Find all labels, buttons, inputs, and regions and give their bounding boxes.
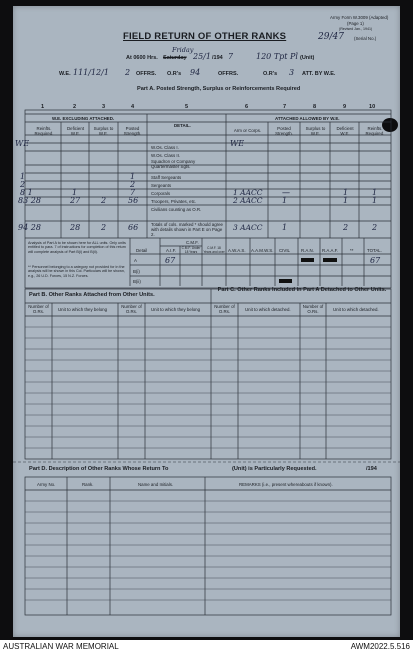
part-b-col: Unit to which they belong <box>58 307 108 312</box>
col-number: 6 <box>245 104 249 110</box>
unit-label: (Unit) <box>300 55 315 61</box>
part-c-col: Number of O.Rs. <box>214 304 235 314</box>
cell-value: 8 1 <box>20 188 33 197</box>
att-label: ATT. BY W.E. <box>302 71 336 77</box>
year-written: 7 <box>228 52 234 61</box>
cell-value: 3 AACC <box>233 223 263 232</box>
page-reference: (Page 1) <box>347 21 364 26</box>
analysis-col: A.A.M.W.S. <box>251 248 274 253</box>
part-b-col: Number of O.Rs. <box>28 304 49 314</box>
analysis-col: ** <box>350 248 354 253</box>
col-number: 7 <box>283 104 287 110</box>
archive-id: AWM2022.5.516 <box>350 642 410 651</box>
cell-value: 27 <box>70 196 81 205</box>
cell-value: 66 <box>128 223 139 232</box>
detail-civilians: Civilians counting as O.R. <box>151 207 202 212</box>
ors-value: 94 <box>190 68 201 77</box>
cell-value: WE <box>15 139 30 148</box>
cell-value: 2 <box>343 223 349 232</box>
analysis-col: Detail <box>136 248 148 253</box>
cell-value: 2 <box>101 196 107 205</box>
col-header: Posted Strength. <box>123 126 142 136</box>
we-excluding-header: W.E. EXCLUDING ATTACHED. <box>52 116 115 121</box>
serial-label: (Serial No.) <box>354 36 377 41</box>
cell-value: — <box>282 188 290 197</box>
part-d-title: Part D. Description of Other Ranks Whose Return To <box>29 466 169 472</box>
ors-attached-value: 3 <box>289 68 295 77</box>
col-header: Deficient W.E. <box>66 126 85 136</box>
analysis-footnote: ** Personnel belonging to a category not provided for in the analysis will be shown in this Col. Particulars will be shown, e.g., 26 U.D. Forces, 15 N.Z. Forces. <box>28 265 125 278</box>
detail-privates: Troopers, Privates, etc. <box>151 199 197 204</box>
day-written: Friday <box>172 46 194 54</box>
cell-value: 2 <box>101 223 107 232</box>
col-number: 9 <box>343 104 347 110</box>
offrs-attached-label: OFFRS. <box>218 71 239 77</box>
archive-name: AUSTRALIAN WAR MEMORIAL <box>3 642 119 651</box>
detail-staff-sgts: Staff Sergeants <box>151 175 182 180</box>
col-header: Surplus to W.E. <box>305 126 326 136</box>
archive-footer <box>0 640 413 653</box>
cell-value: 1 <box>343 196 349 205</box>
form-title: FIELD RETURN OF OTHER RANKS <box>123 31 287 42</box>
analysis-col: R.A.A.F. <box>322 248 339 253</box>
part-d-col: Name and Initials. <box>138 482 174 487</box>
revision-note: (Revised Jan., 1941) <box>339 27 373 31</box>
col-header: Deficient W.E. <box>336 126 354 136</box>
analysis-col: A.I.F. <box>166 248 177 253</box>
detail-header: DETAIL. <box>174 123 191 128</box>
col-header: Reinfts. Required. <box>365 126 385 136</box>
part-d-col: Rank. <box>82 482 94 487</box>
we-value: 111/12/1 <box>73 68 109 77</box>
col-header: Surplus to W.E. <box>93 126 114 136</box>
cell-value: 7 <box>130 188 136 197</box>
ors-attached-label: O.R's <box>263 71 278 77</box>
analysis-col: TOTAL. <box>367 248 382 253</box>
part-b-col: Number of O.Rs. <box>121 304 142 314</box>
part-c-col: Number of O.Rs. <box>302 304 324 314</box>
col-number: 3 <box>102 104 106 110</box>
detail-wo1: W.Os. Class I. <box>151 145 179 150</box>
cell-value: 1 <box>343 188 349 197</box>
cell-value: WE <box>230 139 245 148</box>
cell-value: 1 <box>372 196 378 205</box>
analysis-row-label: B(i) <box>133 269 140 274</box>
attached-header: ATTACHED ALLOWED BY W.E. <box>275 116 340 121</box>
cell-value: 83 28 <box>18 196 41 205</box>
detail-corporals: Corporals <box>151 191 171 196</box>
detail-sergeants: Sergeants <box>151 183 172 188</box>
analysis-col: C.M.F. 18 Years and over <box>203 246 225 254</box>
date-written: 25/1 <box>193 52 211 61</box>
col-number: 2 <box>73 104 77 110</box>
detail-wo2: W.Os. Class II. <box>151 153 181 158</box>
cell-value: 1 AACC <box>233 188 263 197</box>
cell-value: 1 <box>130 172 136 181</box>
unit-written: 120 Tpt Pl <box>256 52 298 61</box>
col-header: Reinfts. Required. <box>34 126 54 136</box>
analysis-instructions: Analysis of Part A to be shown here for ALL units. Only units entitled to para. 7 of instructions for completion of this return will complete analysis of Part B(i) and B(ii). <box>28 241 126 254</box>
part-d-col: Army No. <box>37 482 56 487</box>
cell-value: 2 AACC <box>233 196 263 205</box>
part-a-title: Part A. Posted Strength, Surplus or Reinforcements Required <box>137 86 301 92</box>
we-label: W.E. <box>59 71 71 77</box>
time-label: At 0600 Hrs. <box>126 55 158 61</box>
ors-label: O.R's <box>167 71 182 77</box>
part-d-date: /194 <box>366 466 377 472</box>
cell-value: 94 28 <box>18 223 41 232</box>
part-c-col: Unit to which detached. <box>333 307 379 312</box>
col-header: Posted Strength. <box>275 126 293 136</box>
cell-value: 1 <box>282 196 288 205</box>
analysis-row-label: A <box>134 258 137 263</box>
analysis-aif-value: 67 <box>165 256 176 265</box>
form-reference: Army Form W.3009 (Adapted) <box>330 15 389 20</box>
analysis-col: C.M.F. Under 18 Years <box>181 246 201 254</box>
offrs-label: OFFRS. <box>136 71 157 77</box>
part-d-title-end: (Unit) is Particularly Requested. <box>232 466 317 472</box>
part-d-col: REMARKS (i.e., present whereabouts if known). <box>239 482 333 487</box>
offrs-value: 2 <box>125 68 131 77</box>
part-b-title: Part B. Other Ranks Attached from Other Units. <box>29 292 155 298</box>
cell-value: 2 <box>130 180 136 189</box>
cmf-label: C.M.F. <box>186 240 199 245</box>
col-number: 8 <box>313 104 317 110</box>
cell-value: 1 <box>282 223 288 232</box>
analysis-row-label: B(ii) <box>133 279 141 284</box>
cell-value: 2 <box>372 223 378 232</box>
serial-number: 29/47 <box>318 32 344 42</box>
col-number: 1 <box>41 104 45 110</box>
detail-totals: Totals of cols. marked * should agree with details shown in Part E on Page 2. <box>151 222 223 237</box>
part-c-col: Unit to which detached. <box>245 307 291 312</box>
cell-value: 1 <box>72 188 78 197</box>
cell-value: 56 <box>128 196 139 205</box>
cell-value: 1 <box>372 188 378 197</box>
col-number: 5 <box>185 104 189 110</box>
detail-cqms: Squadron or Company Quartermaster Sgts. <box>151 159 196 169</box>
cell-value: 1 <box>20 172 26 181</box>
cell-value: 2 <box>20 180 26 189</box>
analysis-col: A.W.A.S. <box>228 248 246 253</box>
col-number: 4 <box>131 104 135 110</box>
day-printed: Saturday <box>163 55 187 61</box>
year-printed: /194 <box>212 55 223 61</box>
part-b-col: Unit to which they belong <box>151 307 201 312</box>
cell-value: 28 <box>70 223 81 232</box>
analysis-col: R.A.N. <box>301 248 314 253</box>
part-c-title: Part C. Other Ranks Included in Part A Detached to Other Units. <box>217 287 387 293</box>
analysis-total-value: 67 <box>370 256 381 265</box>
col-header: Arm or Corps. <box>233 128 262 133</box>
col-number: 10 <box>369 104 376 110</box>
analysis-col: CIVIL <box>279 248 290 253</box>
